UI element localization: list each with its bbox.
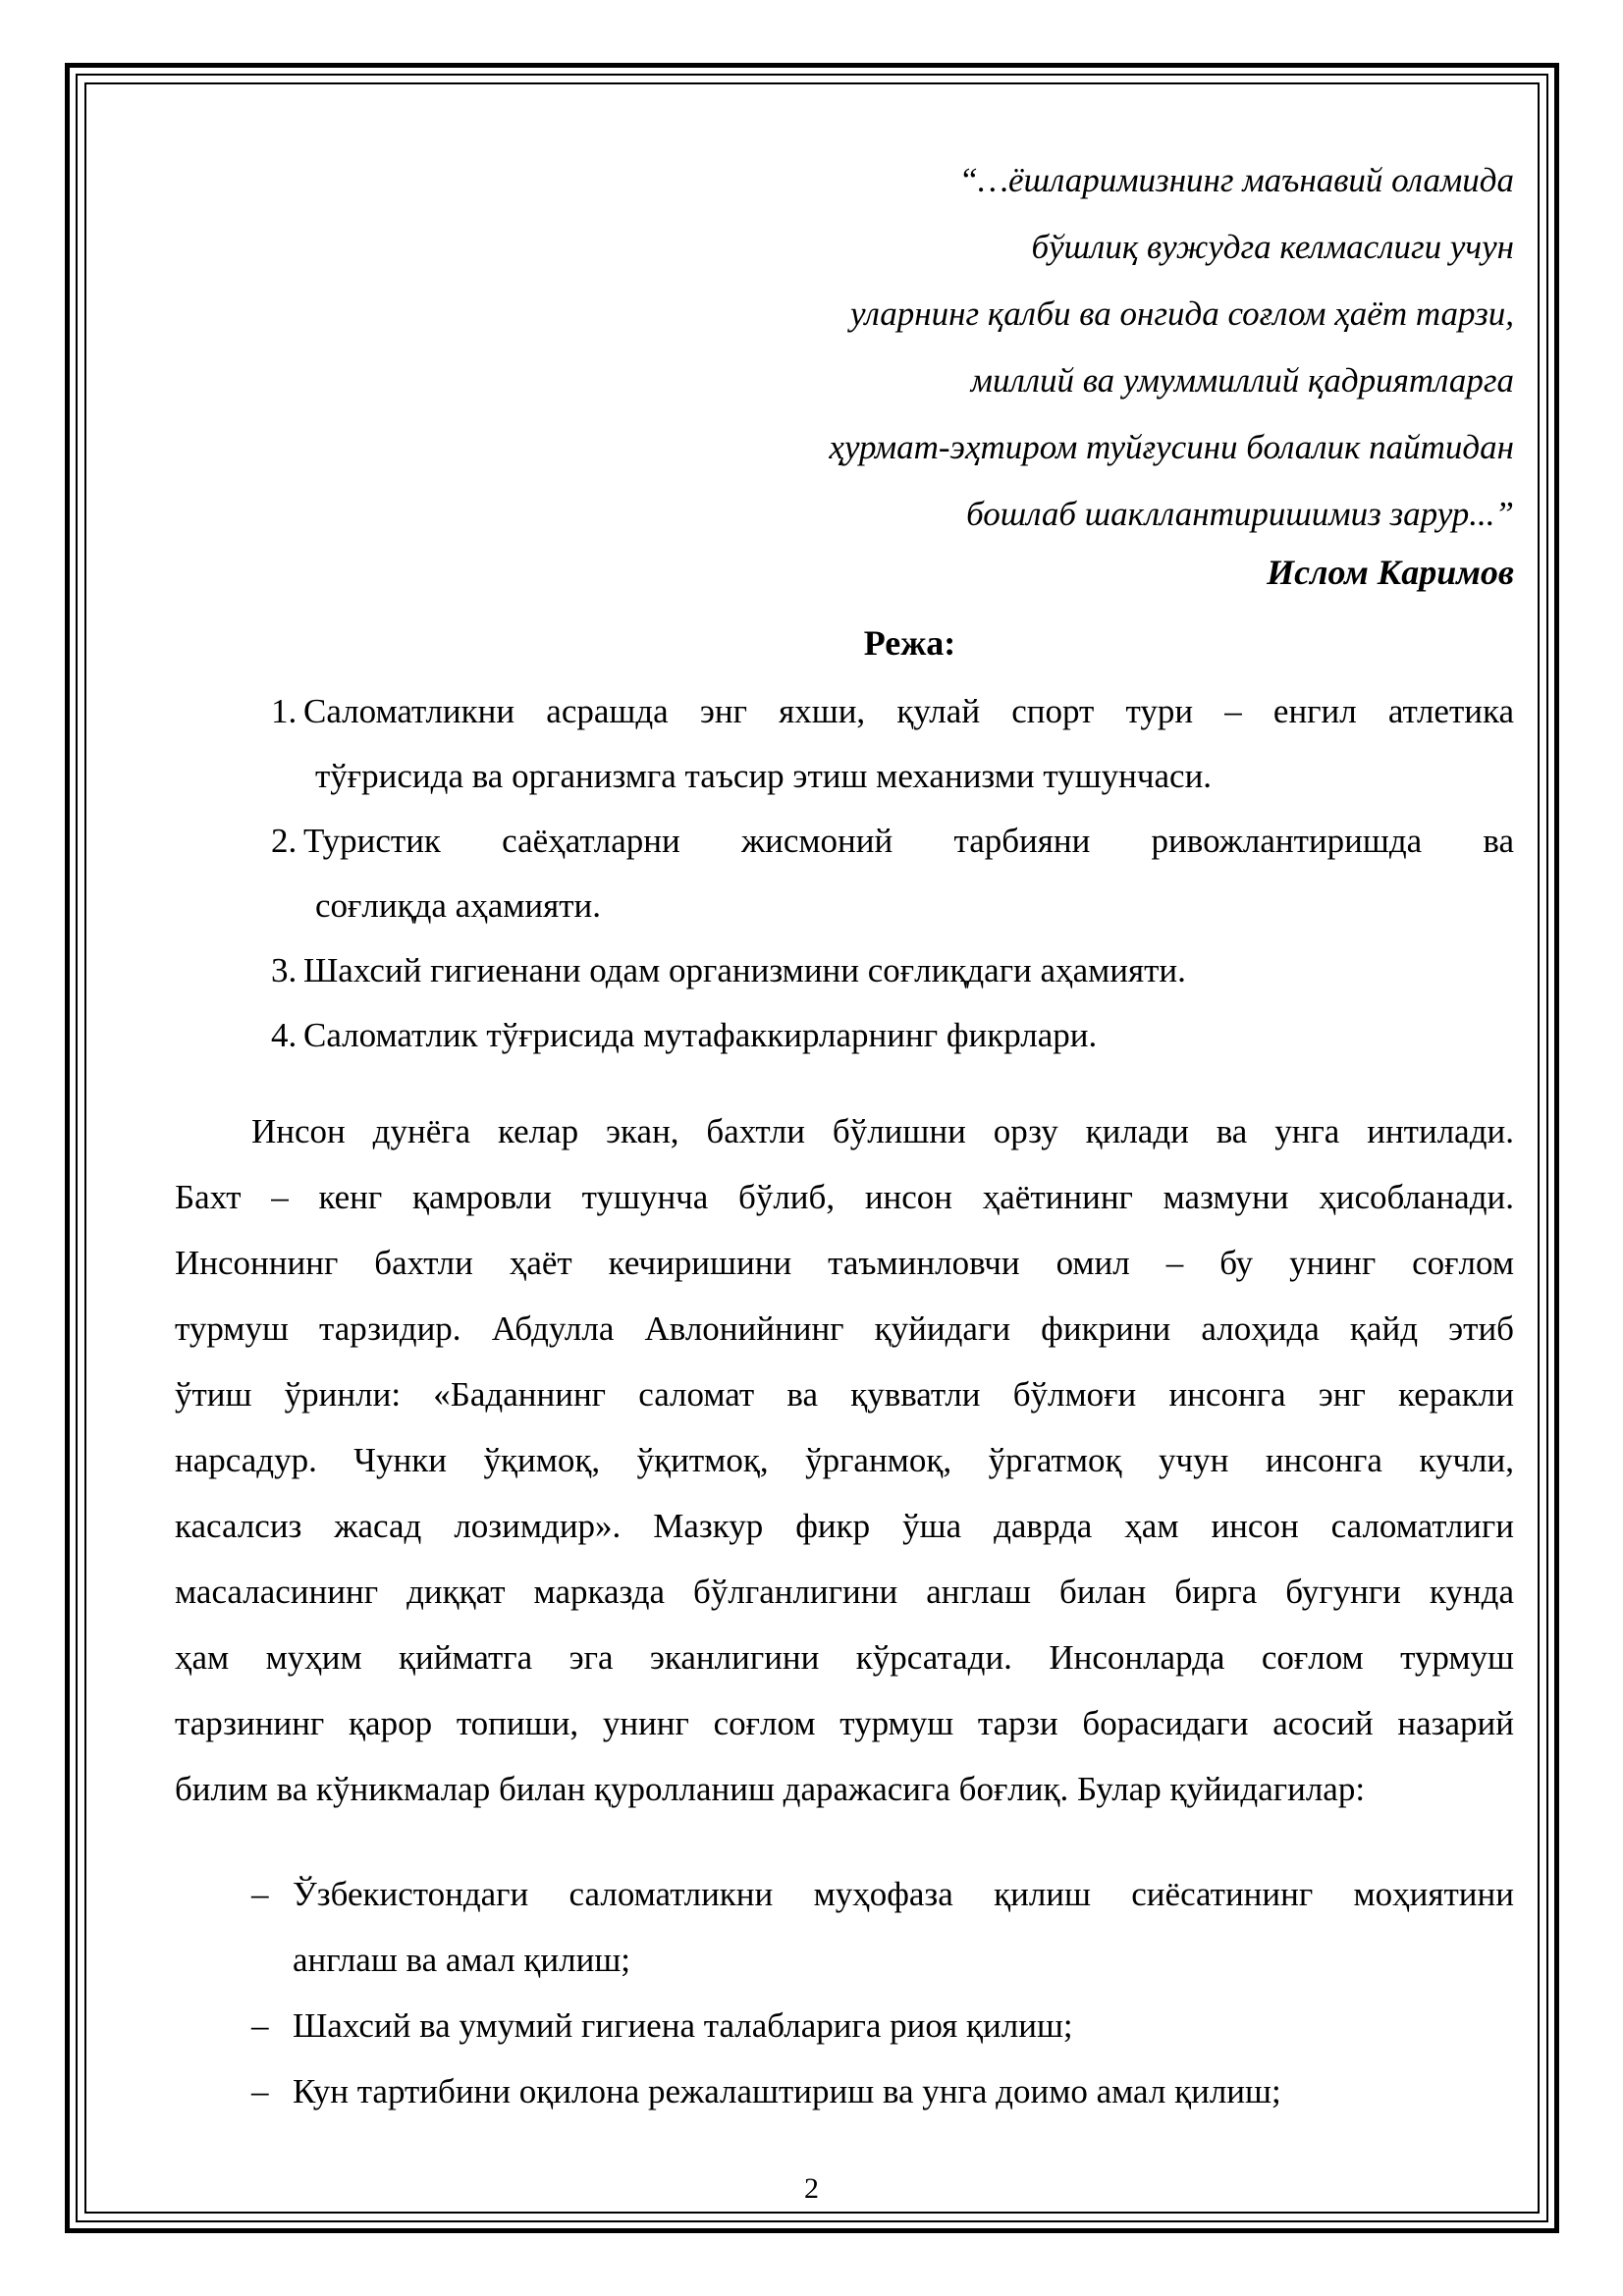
plan-item-text: Саломатликни асрашда энг яхши, қулай спорт тури – енгил атлетика: [303, 692, 1514, 730]
plan-item-number: 3.: [271, 951, 298, 989]
plan-item-text: Шахсий гигиенани одам организмини соғлиқдаги аҳамияти.: [303, 951, 1186, 989]
plan-item-text-continued: тўғрисида ва организмга таъсир этиш механизми тушунчаси.: [315, 757, 1213, 795]
plan-item-number: 2.: [271, 822, 298, 860]
plan-item: [271, 679, 1514, 809]
bullet-item: [251, 1861, 1514, 1993]
epigraph-quote: [532, 147, 1514, 548]
bullet-item: [251, 2058, 1514, 2124]
paragraph-line: Инсоннинг бахтли ҳаёт кечиришини таъминловчи омил – бу унинг соғлом: [175, 1244, 1514, 1282]
paragraph-line: ўтиш ўринли: «Баданнинг саломат ва қувватли бўлмоғи инсонга энг керакли: [175, 1375, 1514, 1414]
plan-item-text-continued: соғлиқда аҳамияти.: [315, 886, 602, 925]
plan-item: [271, 1003, 1514, 1068]
bullet-text-continued: англаш ва амал қилиш;: [293, 1941, 631, 1979]
plan-title: Режа:: [863, 623, 956, 663]
bullet-text: Ўзбекистондаги саломатликни муҳофаза қилиш сиёсатининг моҳиятини: [293, 1875, 1514, 1913]
bullet-list: [251, 1861, 1514, 2124]
bullet-dash: –: [251, 2006, 269, 2045]
page-number: 2: [804, 2172, 819, 2205]
bullet-dash: –: [251, 1875, 269, 1913]
paragraph-line: билим ва кўникмалар билан қуролланиш даражасига боғлиқ. Булар қуйидагилар:: [175, 1770, 1366, 1808]
paragraph-line: масаласининг диққат марказда бўлганлигини англаш билан бирга бугунги кунда: [175, 1573, 1514, 1611]
paragraph-line: тарзининг қарор топиши, унинг соғлом турмуш тарзи борасидаги асосий назарий: [175, 1704, 1514, 1742]
plan-list: [271, 679, 1514, 1068]
epigraph-line: бошлаб шакллантиришимиз зарур...”: [966, 495, 1514, 533]
paragraph-line: нарсадур. Чунки ўқимоқ, ўқитмоқ, ўрганмоқ, ўргатмоқ учун инсонга кучли,: [175, 1441, 1514, 1479]
paragraph-line: турмуш тарзидир. Абдулла Авлонийнинг қуйидаги фикрини алоҳида қайд этиб: [175, 1309, 1514, 1348]
paragraph-line: Инсон дунёга келар экан, бахтли бўлишни орзу қилади ва унга интилади.: [251, 1112, 1514, 1150]
paragraph-line: ҳам муҳим қийматга эга эканлигини кўрсатади. Инсонларда соғлом турмуш: [175, 1638, 1514, 1677]
epigraph-line: уларнинг қалби ва онгида соғлом ҳаёт тарзи,: [849, 294, 1514, 333]
bullet-item: [251, 1993, 1514, 2058]
plan-item-text: Туристик саёҳатларни жисмоний тарбияни ривожлантиришда ва: [303, 822, 1514, 860]
paragraph-line: Бахт – кенг қамровли тушунча бўлиб, инсон ҳаётининг мазмуни ҳисобланади.: [175, 1178, 1514, 1216]
plan-item-number: 1.: [271, 692, 298, 730]
epigraph-line: бўшлиқ вужудга келмаслиги учун: [1031, 228, 1514, 266]
epigraph-line: миллий ва умуммиллий қадриятларга: [970, 361, 1514, 400]
epigraph-line: “…ёшларимизнинг маънавий оламида: [958, 161, 1514, 199]
epigraph-line: ҳурмат-эҳтиром туйғусини болалик пайтидан: [829, 428, 1514, 466]
plan-item-text: Саломатлик тўғрисида мутафаккирларнинг фикрлари.: [303, 1016, 1098, 1054]
plan-item-number: 4.: [271, 1016, 298, 1054]
bullet-text: Шахсий ва умумий гигиена талабларига риоя қилиш;: [293, 2006, 1073, 2045]
plan-item: [271, 809, 1514, 938]
bullet-dash: –: [251, 2072, 269, 2110]
bullet-text: Кун тартибини оқилона режалаштириш ва унга доимо амал қилиш;: [293, 2072, 1281, 2110]
plan-item: [271, 938, 1514, 1003]
paragraph-line: касалсиз жасад лозимдир». Мазкур фикр ўша даврда ҳам инсон саломатлиги: [175, 1507, 1514, 1545]
epigraph-author: Ислом Каримов: [1267, 553, 1514, 592]
body-paragraph: [175, 1098, 1514, 1822]
